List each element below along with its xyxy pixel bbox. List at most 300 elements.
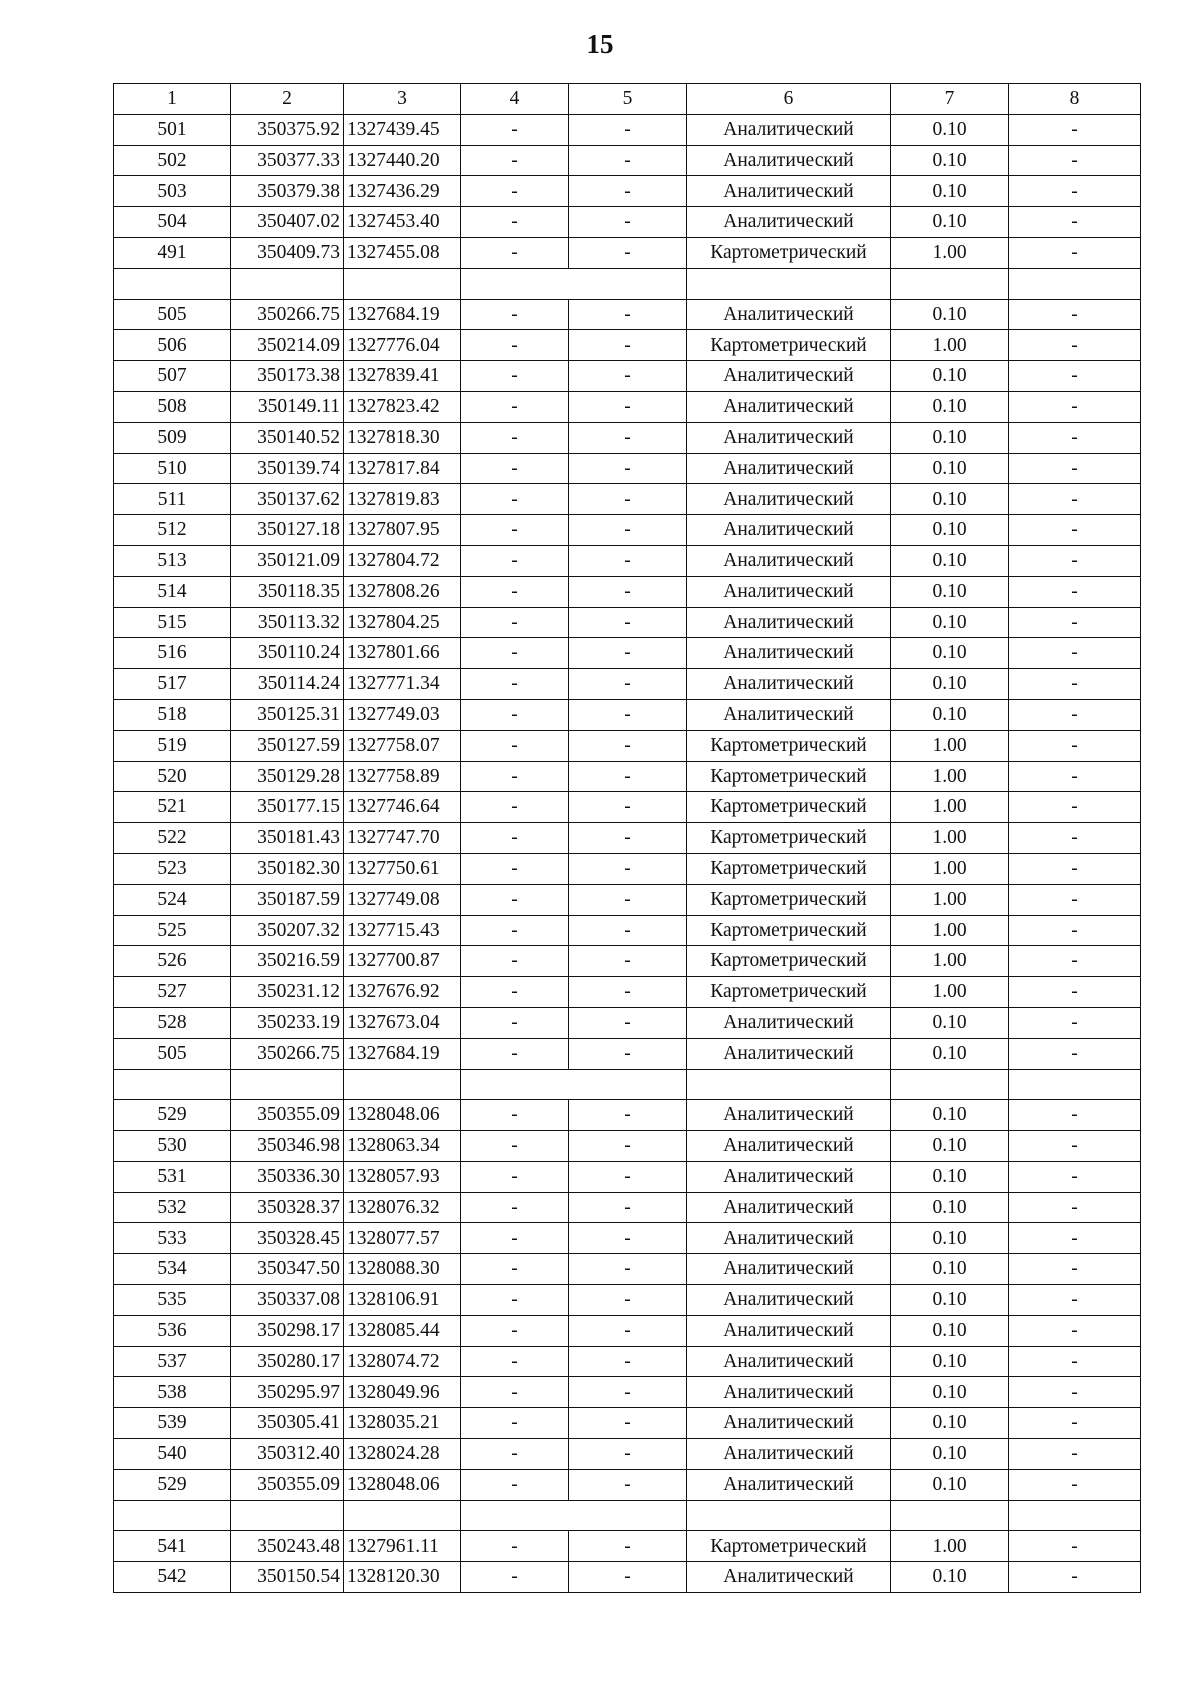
col-8-cell: - — [1009, 145, 1141, 176]
method-cell: Картометрический — [687, 884, 891, 915]
coord-x-cell: 350173.38 — [231, 361, 344, 392]
method-cell: Аналитический — [687, 422, 891, 453]
coord-x-cell: 350181.43 — [231, 823, 344, 854]
method-cell: Аналитический — [687, 207, 891, 238]
accuracy-cell: 0.10 — [891, 515, 1009, 546]
accuracy-cell: 0.10 — [891, 1315, 1009, 1346]
coord-y-cell: 1328048.06 — [344, 1469, 461, 1500]
blank-cell — [461, 1500, 687, 1531]
col-8-cell: - — [1009, 1038, 1141, 1069]
coord-y-cell: 1327749.03 — [344, 699, 461, 730]
blank-cell — [461, 268, 687, 299]
col-5-cell: - — [569, 545, 687, 576]
col-4-cell: - — [461, 391, 569, 422]
table-row — [114, 1192, 1141, 1223]
col-8-cell: - — [1009, 391, 1141, 422]
col-5-cell: - — [569, 1439, 687, 1470]
col-5-cell: - — [569, 391, 687, 422]
accuracy-cell: 1.00 — [891, 915, 1009, 946]
header-col-4: 4 — [461, 84, 569, 115]
blank-cell — [461, 1069, 687, 1100]
point-number-cell: 528 — [114, 1007, 231, 1038]
col-8-cell: - — [1009, 1346, 1141, 1377]
coord-y-cell: 1327818.30 — [344, 422, 461, 453]
method-cell: Картометрический — [687, 823, 891, 854]
method-cell: Аналитический — [687, 576, 891, 607]
coord-x-cell: 350140.52 — [231, 422, 344, 453]
table-row — [114, 237, 1141, 268]
coord-y-cell: 1327961.11 — [344, 1531, 461, 1562]
table-row — [114, 145, 1141, 176]
method-cell: Аналитический — [687, 361, 891, 392]
coord-y-cell: 1328077.57 — [344, 1223, 461, 1254]
table-row — [114, 1439, 1141, 1470]
coord-x-cell: 350298.17 — [231, 1315, 344, 1346]
col-8-cell: - — [1009, 545, 1141, 576]
table-row — [114, 853, 1141, 884]
accuracy-cell: 0.10 — [891, 638, 1009, 669]
table-row — [114, 730, 1141, 761]
col-4-cell: - — [461, 1161, 569, 1192]
blank-cell — [114, 1069, 231, 1100]
method-cell: Аналитический — [687, 699, 891, 730]
col-8-cell: - — [1009, 792, 1141, 823]
accuracy-cell: 0.10 — [891, 545, 1009, 576]
coord-x-cell: 350113.32 — [231, 607, 344, 638]
coord-y-cell: 1327436.29 — [344, 176, 461, 207]
col-5-cell: - — [569, 761, 687, 792]
col-5-cell: - — [569, 792, 687, 823]
accuracy-cell: 0.10 — [891, 576, 1009, 607]
accuracy-cell: 1.00 — [891, 792, 1009, 823]
col-8-cell: - — [1009, 422, 1141, 453]
col-5-cell: - — [569, 576, 687, 607]
coordinates-table — [113, 83, 1141, 1593]
col-8-cell: - — [1009, 114, 1141, 145]
coord-y-cell: 1328120.30 — [344, 1562, 461, 1593]
col-4-cell: - — [461, 1007, 569, 1038]
col-5-cell: - — [569, 884, 687, 915]
col-8-cell: - — [1009, 1562, 1141, 1593]
method-cell: Аналитический — [687, 1562, 891, 1593]
col-4-cell: - — [461, 1408, 569, 1439]
method-cell: Аналитический — [687, 1254, 891, 1285]
col-5-cell: - — [569, 176, 687, 207]
accuracy-cell: 1.00 — [891, 761, 1009, 792]
point-number-cell: 529 — [114, 1100, 231, 1131]
coord-y-cell: 1327749.08 — [344, 884, 461, 915]
col-4-cell: - — [461, 1254, 569, 1285]
col-5-cell: - — [569, 114, 687, 145]
col-4-cell: - — [461, 1531, 569, 1562]
coord-x-cell: 350137.62 — [231, 484, 344, 515]
coord-y-cell: 1328049.96 — [344, 1377, 461, 1408]
col-8-cell: - — [1009, 853, 1141, 884]
accuracy-cell: 0.10 — [891, 1100, 1009, 1131]
table-row — [114, 946, 1141, 977]
coord-y-cell: 1328085.44 — [344, 1315, 461, 1346]
col-8-cell: - — [1009, 977, 1141, 1008]
page-number: 15 — [586, 29, 614, 59]
method-cell: Аналитический — [687, 1161, 891, 1192]
col-5-cell: - — [569, 422, 687, 453]
accuracy-cell: 1.00 — [891, 237, 1009, 268]
table-row-blank — [114, 268, 1141, 299]
coord-x-cell: 350409.73 — [231, 237, 344, 268]
col-5-cell: - — [569, 1315, 687, 1346]
table-row — [114, 1131, 1141, 1162]
coord-x-cell: 350121.09 — [231, 545, 344, 576]
coord-x-cell: 350328.45 — [231, 1223, 344, 1254]
col-5-cell: - — [569, 1377, 687, 1408]
method-cell: Картометрический — [687, 946, 891, 977]
coord-y-cell: 1327823.42 — [344, 391, 461, 422]
method-cell: Картометрический — [687, 1531, 891, 1562]
col-8-cell: - — [1009, 761, 1141, 792]
coord-x-cell: 350328.37 — [231, 1192, 344, 1223]
point-number-cell: 516 — [114, 638, 231, 669]
col-8-cell: - — [1009, 607, 1141, 638]
col-4-cell: - — [461, 669, 569, 700]
accuracy-cell: 1.00 — [891, 730, 1009, 761]
col-4-cell: - — [461, 730, 569, 761]
coord-x-cell: 350347.50 — [231, 1254, 344, 1285]
table-row — [114, 607, 1141, 638]
method-cell: Картометрический — [687, 730, 891, 761]
col-4-cell: - — [461, 422, 569, 453]
header-col-2: 2 — [231, 84, 344, 115]
coord-x-cell: 350295.97 — [231, 1377, 344, 1408]
coord-y-cell: 1328024.28 — [344, 1439, 461, 1470]
coord-y-cell: 1328106.91 — [344, 1285, 461, 1316]
point-number-cell: 501 — [114, 114, 231, 145]
accuracy-cell: 1.00 — [891, 884, 1009, 915]
col-4-cell: - — [461, 884, 569, 915]
coord-x-cell: 350149.11 — [231, 391, 344, 422]
col-4-cell: - — [461, 145, 569, 176]
col-5-cell: - — [569, 330, 687, 361]
accuracy-cell: 0.10 — [891, 1131, 1009, 1162]
coord-x-cell: 350280.17 — [231, 1346, 344, 1377]
coord-y-cell: 1327746.64 — [344, 792, 461, 823]
method-cell: Аналитический — [687, 1223, 891, 1254]
coord-x-cell: 350407.02 — [231, 207, 344, 238]
point-number-cell: 538 — [114, 1377, 231, 1408]
coord-y-cell: 1327676.92 — [344, 977, 461, 1008]
point-number-cell: 526 — [114, 946, 231, 977]
table-row — [114, 823, 1141, 854]
blank-cell — [114, 268, 231, 299]
col-5-cell: - — [569, 699, 687, 730]
table-row — [114, 1223, 1141, 1254]
col-8-cell: - — [1009, 176, 1141, 207]
col-8-cell: - — [1009, 1131, 1141, 1162]
col-4-cell: - — [461, 114, 569, 145]
table-row — [114, 1161, 1141, 1192]
coord-y-cell: 1327839.41 — [344, 361, 461, 392]
col-4-cell: - — [461, 1562, 569, 1593]
table-body — [114, 114, 1141, 1592]
col-5-cell: - — [569, 1408, 687, 1439]
coord-x-cell: 350266.75 — [231, 299, 344, 330]
table-row — [114, 792, 1141, 823]
col-8-cell: - — [1009, 237, 1141, 268]
col-4-cell: - — [461, 1038, 569, 1069]
accuracy-cell: 0.10 — [891, 699, 1009, 730]
method-cell: Аналитический — [687, 545, 891, 576]
accuracy-cell: 0.10 — [891, 1439, 1009, 1470]
col-4-cell: - — [461, 638, 569, 669]
col-5-cell: - — [569, 237, 687, 268]
col-4-cell: - — [461, 761, 569, 792]
point-number-cell: 537 — [114, 1346, 231, 1377]
blank-cell — [231, 268, 344, 299]
coord-x-cell: 350177.15 — [231, 792, 344, 823]
coord-y-cell: 1327771.34 — [344, 669, 461, 700]
header-col-8: 8 — [1009, 84, 1141, 115]
table-row — [114, 484, 1141, 515]
table-row — [114, 576, 1141, 607]
col-4-cell: - — [461, 299, 569, 330]
col-5-cell: - — [569, 1161, 687, 1192]
coord-y-cell: 1327747.70 — [344, 823, 461, 854]
col-5-cell: - — [569, 1007, 687, 1038]
col-5-cell: - — [569, 669, 687, 700]
table-row — [114, 1038, 1141, 1069]
method-cell: Аналитический — [687, 1038, 891, 1069]
col-5-cell: - — [569, 1254, 687, 1285]
accuracy-cell: 0.10 — [891, 1377, 1009, 1408]
method-cell: Аналитический — [687, 1007, 891, 1038]
coord-x-cell: 350187.59 — [231, 884, 344, 915]
coord-x-cell: 350207.32 — [231, 915, 344, 946]
coord-x-cell: 350346.98 — [231, 1131, 344, 1162]
coord-y-cell: 1327817.84 — [344, 453, 461, 484]
col-8-cell: - — [1009, 638, 1141, 669]
col-4-cell: - — [461, 1131, 569, 1162]
col-8-cell: - — [1009, 823, 1141, 854]
table-row — [114, 1531, 1141, 1562]
coord-y-cell: 1327440.20 — [344, 145, 461, 176]
col-5-cell: - — [569, 853, 687, 884]
table-row — [114, 391, 1141, 422]
col-8-cell: - — [1009, 915, 1141, 946]
point-number-cell: 511 — [114, 484, 231, 515]
method-cell: Аналитический — [687, 1192, 891, 1223]
col-5-cell: - — [569, 607, 687, 638]
header-col-5: 5 — [569, 84, 687, 115]
col-5-cell: - — [569, 977, 687, 1008]
table-row — [114, 1315, 1141, 1346]
coord-y-cell: 1328076.32 — [344, 1192, 461, 1223]
col-5-cell: - — [569, 823, 687, 854]
point-number-cell: 507 — [114, 361, 231, 392]
col-8-cell: - — [1009, 299, 1141, 330]
coord-y-cell: 1328057.93 — [344, 1161, 461, 1192]
coord-y-cell: 1327715.43 — [344, 915, 461, 946]
col-8-cell: - — [1009, 1007, 1141, 1038]
table-row — [114, 422, 1141, 453]
col-8-cell: - — [1009, 515, 1141, 546]
col-5-cell: - — [569, 1562, 687, 1593]
col-8-cell: - — [1009, 1439, 1141, 1470]
point-number-cell: 519 — [114, 730, 231, 761]
coord-x-cell: 350377.33 — [231, 145, 344, 176]
point-number-cell: 503 — [114, 176, 231, 207]
accuracy-cell: 1.00 — [891, 853, 1009, 884]
col-4-cell: - — [461, 515, 569, 546]
point-number-cell: 506 — [114, 330, 231, 361]
accuracy-cell: 0.10 — [891, 484, 1009, 515]
coord-y-cell: 1327758.07 — [344, 730, 461, 761]
col-5-cell: - — [569, 730, 687, 761]
method-cell: Аналитический — [687, 1315, 891, 1346]
coord-y-cell: 1327819.83 — [344, 484, 461, 515]
col-5-cell: - — [569, 638, 687, 669]
coord-y-cell: 1327455.08 — [344, 237, 461, 268]
coord-x-cell: 350379.38 — [231, 176, 344, 207]
col-5-cell: - — [569, 1346, 687, 1377]
coord-x-cell: 350375.92 — [231, 114, 344, 145]
point-number-cell: 529 — [114, 1469, 231, 1500]
table-row — [114, 330, 1141, 361]
coord-x-cell: 350355.09 — [231, 1469, 344, 1500]
point-number-cell: 509 — [114, 422, 231, 453]
table-row — [114, 114, 1141, 145]
coord-x-cell: 350337.08 — [231, 1285, 344, 1316]
point-number-cell: 515 — [114, 607, 231, 638]
col-8-cell: - — [1009, 453, 1141, 484]
coord-y-cell: 1328088.30 — [344, 1254, 461, 1285]
point-number-cell: 522 — [114, 823, 231, 854]
col-8-cell: - — [1009, 1377, 1141, 1408]
method-cell: Аналитический — [687, 391, 891, 422]
col-8-cell: - — [1009, 1254, 1141, 1285]
table-row — [114, 638, 1141, 669]
col-5-cell: - — [569, 145, 687, 176]
header-col-6: 6 — [687, 84, 891, 115]
table-row — [114, 1285, 1141, 1316]
col-5-cell: - — [569, 515, 687, 546]
coord-y-cell: 1327453.40 — [344, 207, 461, 238]
blank-cell — [687, 1500, 891, 1531]
method-cell: Картометрический — [687, 330, 891, 361]
col-4-cell: - — [461, 361, 569, 392]
coord-x-cell: 350114.24 — [231, 669, 344, 700]
accuracy-cell: 1.00 — [891, 330, 1009, 361]
col-4-cell: - — [461, 823, 569, 854]
method-cell: Картометрический — [687, 853, 891, 884]
method-cell: Аналитический — [687, 1131, 891, 1162]
table-row — [114, 1254, 1141, 1285]
header-col-1: 1 — [114, 84, 231, 115]
coord-y-cell: 1327804.72 — [344, 545, 461, 576]
col-5-cell: - — [569, 1038, 687, 1069]
col-4-cell: - — [461, 330, 569, 361]
coord-y-cell: 1327684.19 — [344, 1038, 461, 1069]
point-number-cell: 514 — [114, 576, 231, 607]
method-cell: Аналитический — [687, 669, 891, 700]
coord-y-cell: 1327776.04 — [344, 330, 461, 361]
point-number-cell: 525 — [114, 915, 231, 946]
method-cell: Аналитический — [687, 1285, 891, 1316]
method-cell: Аналитический — [687, 484, 891, 515]
table-row — [114, 453, 1141, 484]
table-row — [114, 299, 1141, 330]
table-row-blank — [114, 1500, 1141, 1531]
col-5-cell: - — [569, 299, 687, 330]
accuracy-cell: 0.10 — [891, 391, 1009, 422]
accuracy-cell: 0.10 — [891, 145, 1009, 176]
coord-x-cell: 350233.19 — [231, 1007, 344, 1038]
point-number-cell: 532 — [114, 1192, 231, 1223]
col-4-cell: - — [461, 1377, 569, 1408]
col-4-cell: - — [461, 176, 569, 207]
method-cell: Аналитический — [687, 1408, 891, 1439]
col-4-cell: - — [461, 1315, 569, 1346]
table-row — [114, 699, 1141, 730]
col-4-cell: - — [461, 915, 569, 946]
blank-cell — [891, 268, 1009, 299]
coord-x-cell: 350127.18 — [231, 515, 344, 546]
coord-y-cell: 1327673.04 — [344, 1007, 461, 1038]
blank-cell — [1009, 1069, 1141, 1100]
coord-x-cell: 350150.54 — [231, 1562, 344, 1593]
coord-y-cell: 1327758.89 — [344, 761, 461, 792]
accuracy-cell: 0.10 — [891, 1161, 1009, 1192]
point-number-cell: 535 — [114, 1285, 231, 1316]
point-number-cell: 513 — [114, 545, 231, 576]
coord-x-cell: 350214.09 — [231, 330, 344, 361]
coord-x-cell: 350355.09 — [231, 1100, 344, 1131]
method-cell: Картометрический — [687, 792, 891, 823]
accuracy-cell: 0.10 — [891, 1469, 1009, 1500]
accuracy-cell: 0.10 — [891, 1192, 1009, 1223]
table-row — [114, 977, 1141, 1008]
col-4-cell: - — [461, 946, 569, 977]
point-number-cell: 539 — [114, 1408, 231, 1439]
coord-y-cell: 1328048.06 — [344, 1100, 461, 1131]
coord-x-cell: 350243.48 — [231, 1531, 344, 1562]
accuracy-cell: 0.10 — [891, 361, 1009, 392]
table-row — [114, 361, 1141, 392]
method-cell: Аналитический — [687, 145, 891, 176]
accuracy-cell: 0.10 — [891, 453, 1009, 484]
method-cell: Аналитический — [687, 1469, 891, 1500]
point-number-cell: 508 — [114, 391, 231, 422]
col-4-cell: - — [461, 1439, 569, 1470]
col-8-cell: - — [1009, 1469, 1141, 1500]
coord-y-cell: 1327804.25 — [344, 607, 461, 638]
coord-y-cell: 1328063.34 — [344, 1131, 461, 1162]
header-row — [114, 84, 1141, 115]
method-cell: Аналитический — [687, 114, 891, 145]
accuracy-cell: 0.10 — [891, 422, 1009, 453]
col-8-cell: - — [1009, 1100, 1141, 1131]
point-number-cell: 518 — [114, 699, 231, 730]
table-row — [114, 176, 1141, 207]
point-number-cell: 510 — [114, 453, 231, 484]
coord-x-cell: 350125.31 — [231, 699, 344, 730]
method-cell: Картометрический — [687, 237, 891, 268]
coord-y-cell: 1327750.61 — [344, 853, 461, 884]
method-cell: Аналитический — [687, 607, 891, 638]
blank-cell — [891, 1069, 1009, 1100]
accuracy-cell: 0.10 — [891, 176, 1009, 207]
method-cell: Аналитический — [687, 1439, 891, 1470]
coord-x-cell: 350336.30 — [231, 1161, 344, 1192]
point-number-cell: 520 — [114, 761, 231, 792]
